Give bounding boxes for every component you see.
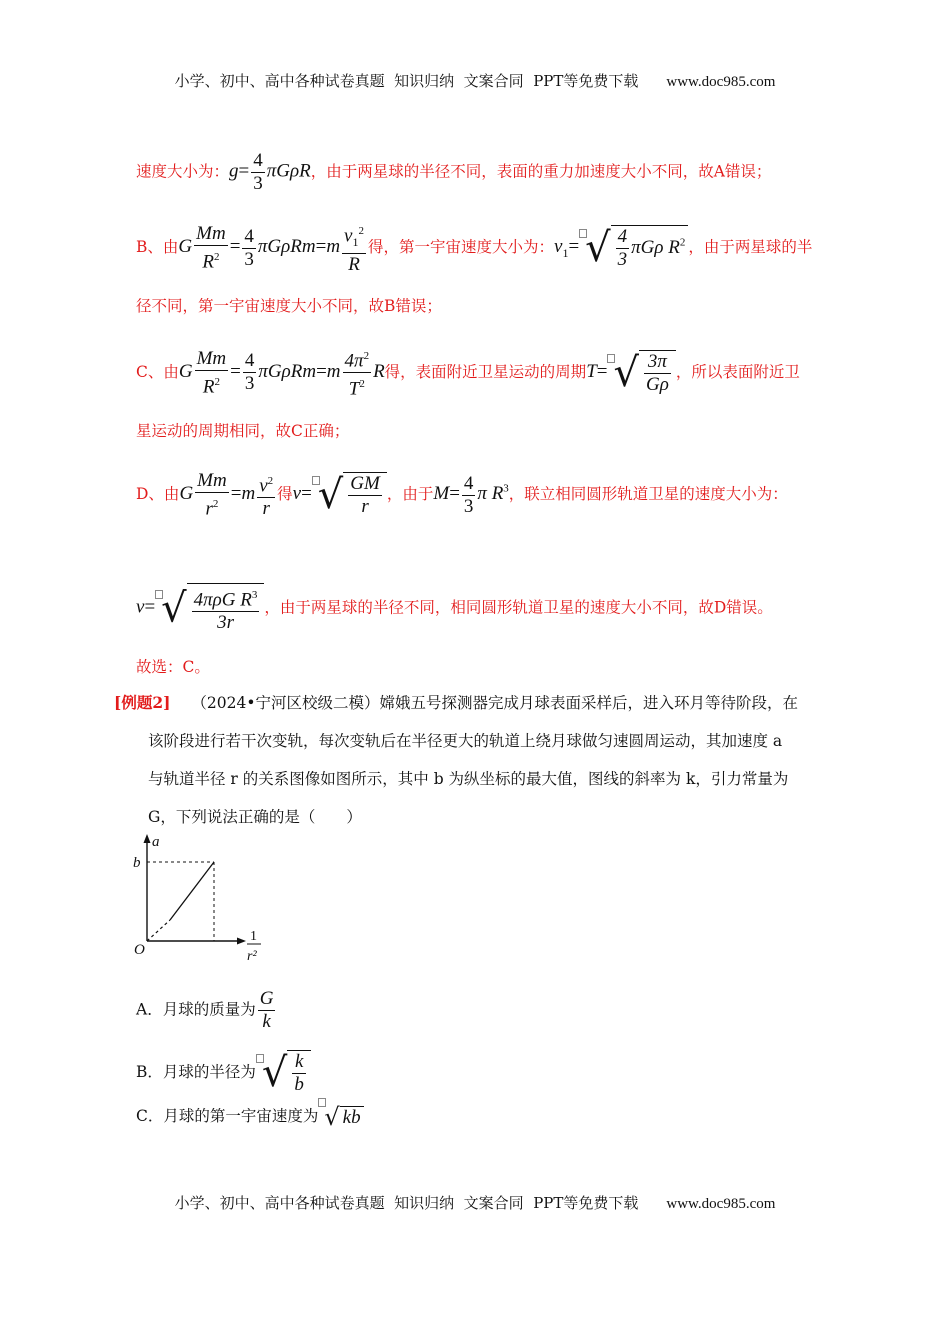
footer-site-text: 小学、初中、高中各种试卷真题 知识归纳 文案合同 PPT等免费下载 [174,1194,639,1212]
solution-answer: 故选：C。 [136,658,210,676]
solution-b-label: B、由 [136,238,179,257]
option-c[interactable]: C．月球的第一宇宙速度为 √ kb [136,1098,850,1129]
solution-b-end: ，由于两星球的半 [688,238,813,257]
option-b-text: B．月球的半径为 [136,1063,256,1081]
solution-line-e: v= √ $\frac{4\pi\rho G R^3}{3r}$ ，由于两星球的半径不同，相同圆形轨道卫星的速度大小不同，故D错误。 [136,583,850,634]
origin-label: O [134,942,145,958]
option-c-text: C．月球的第一宇宙速度为 [136,1107,319,1125]
solution-d-mid: 得 [277,485,293,504]
graph-line-dashed [147,920,170,941]
footer-url[interactable]: www.doc985.com [666,1196,776,1212]
solution-a-start: 速度大小为： [136,162,230,181]
solution-line-d: D、由G $\frac{Mm}{r^2}$ =m $\frac{v^2}{r}$ 得v= √ $\frac{GM}{r}$ ，由于M= $\frac{4}{3}$ π $R^3$，联立相同圆形轨道卫星的速度大小为： [136,470,788,520]
solution-line-c-cont: 星运动的周期相同，故C正确； [136,422,350,440]
option-a[interactable]: A．月球的质量为 $\frac{G}{k}$ [136,988,274,1032]
b-label: b [133,855,141,871]
page-header [0,70,950,91]
solution-e-end: ，由于两星球的半径不同，相同圆形轨道卫星的速度大小不同，故D错误。 [264,598,773,617]
solution-c-label: C、由 [136,362,179,381]
option-a-text: A．月球的质量为 [136,1000,256,1019]
solution-d-label: D、由 [136,485,180,504]
option-b[interactable]: B．月球的半径为 √ $\frac{k}{b}$ [136,1050,850,1096]
solution-d-mid2: ，由于 [386,485,434,504]
x-axis-arrow [237,938,246,945]
solution-line-c: C、由G $\frac{Mm}{R^2}$ = $\frac{4}{3}$ πGρRm=m $\frac{4\pi^2}{T^2}$ R得，表面附近卫星运动的周期T= √ $\frac{3\pi}{G\rho}$ ，所以表面附近卫 [136,345,850,401]
example-tag: [例题2] [114,693,171,712]
question-line-1 [114,692,850,714]
header-url[interactable]: www.doc985.com [666,74,776,90]
solution-a-end: ，由于两星球的半径不同，表面的重力加速度大小不同，故A错误； [310,162,772,181]
question-line-2: 该阶段进行若干次变轨，每次变轨后在半径更大的轨道上绕月球做匀速圆周运动，其加速度 a [148,732,783,750]
y-axis-label: a [152,834,160,850]
question-line-3: 与轨道半径 r 的关系图像如图所示，其中 b 为纵坐标的最大值，图线的斜率为 k，引力常量为 [148,770,789,788]
solution-line-b-cont: 径不同，第一宇宙速度大小不同，故B错误； [136,297,442,315]
graph-line-solid [170,862,214,920]
solution-d-end: ，联立相同圆形轨道卫星的速度大小为： [508,485,788,504]
header-site-text: 小学、初中、高中各种试卷真题 知识归纳 文案合同 PPT等免费下载 [174,72,639,90]
question-line-4: G，下列说法正确的是（ ） [148,808,362,826]
solution-line-a: 速度大小为：g= $\frac{4}{3}$ πGρR，由于两星球的半径不同，表面的重力加速度大小不同，故A错误； [136,150,772,194]
x-label-num: 1 [250,929,257,944]
question-text-1: 嫦娥五号探测器完成月球表面采样后，进入环月等待阶段，在 [379,694,798,712]
solution-line-b: B、由G $\frac{Mm}{R^2}$ = $\frac{4}{3}$ πGρRm=m $\frac{v_1^2}{R}$ 得，第一宇宙速度大小为：$v_1=$ √ $\frac{4}{3}$ πGρ $R^2$ ，由于两星球的半 [136,220,850,276]
solution-b-mid: 得，第一宇宙速度大小为： [367,238,554,257]
a-vs-inverse-r2-graph [128,830,278,965]
x-label-den: r² [247,949,257,964]
question-source: （2024•宁河区校级二模） [191,694,380,712]
solution-c-end: ，所以表面附近卫 [675,362,800,381]
y-axis-arrow [144,834,151,843]
page-footer [0,1192,950,1213]
solution-c-mid: 得，表面附近卫星运动的周期 [384,362,587,381]
